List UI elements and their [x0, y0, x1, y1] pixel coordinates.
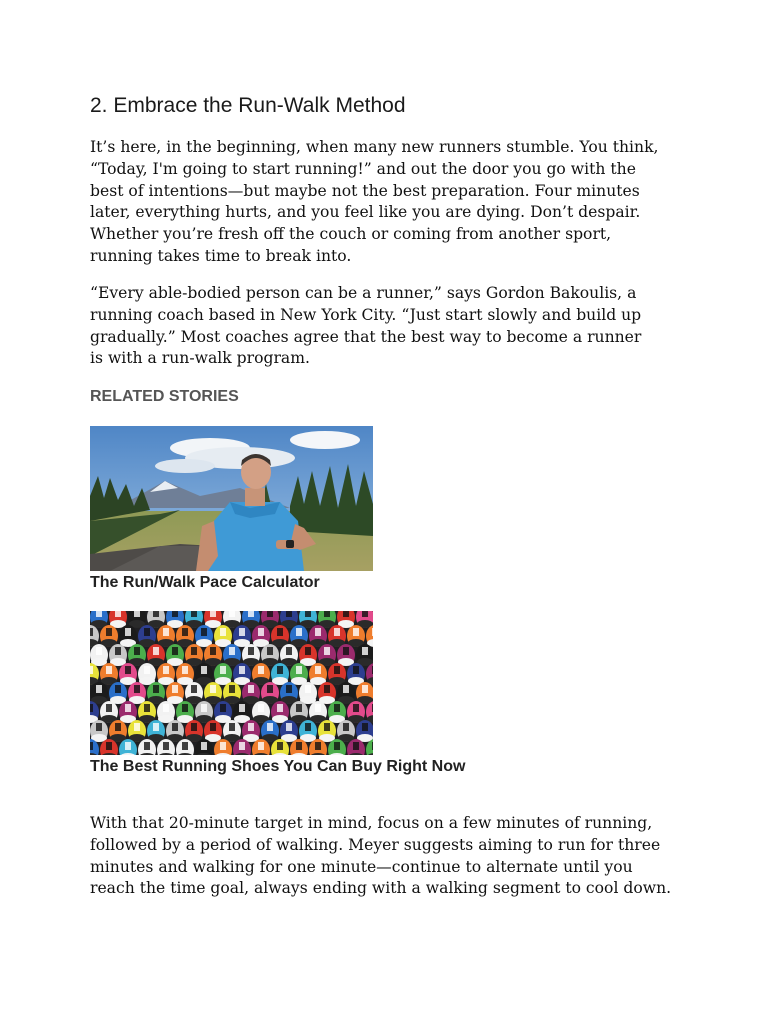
paragraph-target: [90, 813, 671, 900]
section-heading: 2. Embrace the Run-Walk Method: [90, 94, 406, 117]
paragraph-line: running takes time to break into.: [90, 246, 352, 265]
paragraph-line: “Every able-bodied person can be a runner,” says Gordon Bakoulis, a: [90, 284, 637, 302]
paragraph-line: best of intentions—but maybe not the best preparation. Four minutes: [90, 181, 640, 200]
paragraph-line: “Today, I'm going to start running!” and out the door you go with the: [90, 159, 636, 178]
runner-checking-watch-image[interactable]: [90, 426, 373, 571]
pile-of-running-shoes-image[interactable]: [90, 611, 373, 755]
paragraph-line: minutes and walking for one minute—continue to alternate until you: [90, 857, 633, 876]
related-stories-heading: RELATED STORIES: [90, 388, 239, 405]
paragraph-line: gradually.” Most coaches agree that the best way to become a runner: [90, 327, 642, 346]
related-story-link-best-running-shoes[interactable]: The Best Running Shoes You Can Buy Right Now: [90, 758, 466, 775]
paragraph-line: reach the time goal, always ending with a walking segment to cool down.: [90, 879, 672, 898]
paragraph-line: followed by a period of walking. Meyer suggests aiming to run for three: [90, 835, 661, 854]
paragraph-line: With that 20-minute target in mind, focus on a few minutes of running,: [90, 814, 653, 832]
paragraph-line: running coach based in New York City. “Just start slowly and build up: [90, 305, 642, 324]
paragraph-line: Whether you’re fresh off the couch or coming from another sport,: [90, 225, 612, 244]
paragraph-quote: [90, 283, 641, 370]
paragraph-line: It’s here, in the beginning, when many new runners stumble. You think,: [90, 138, 659, 156]
paragraph-line: later, everything hurts, and you feel like you are dying. Don’t despair.: [90, 203, 641, 222]
related-story-link-pace-calculator[interactable]: The Run/Walk Pace Calculator: [90, 574, 320, 591]
paragraph-line: is with a run-walk program.: [90, 349, 310, 368]
paragraph-intro: [90, 137, 658, 268]
